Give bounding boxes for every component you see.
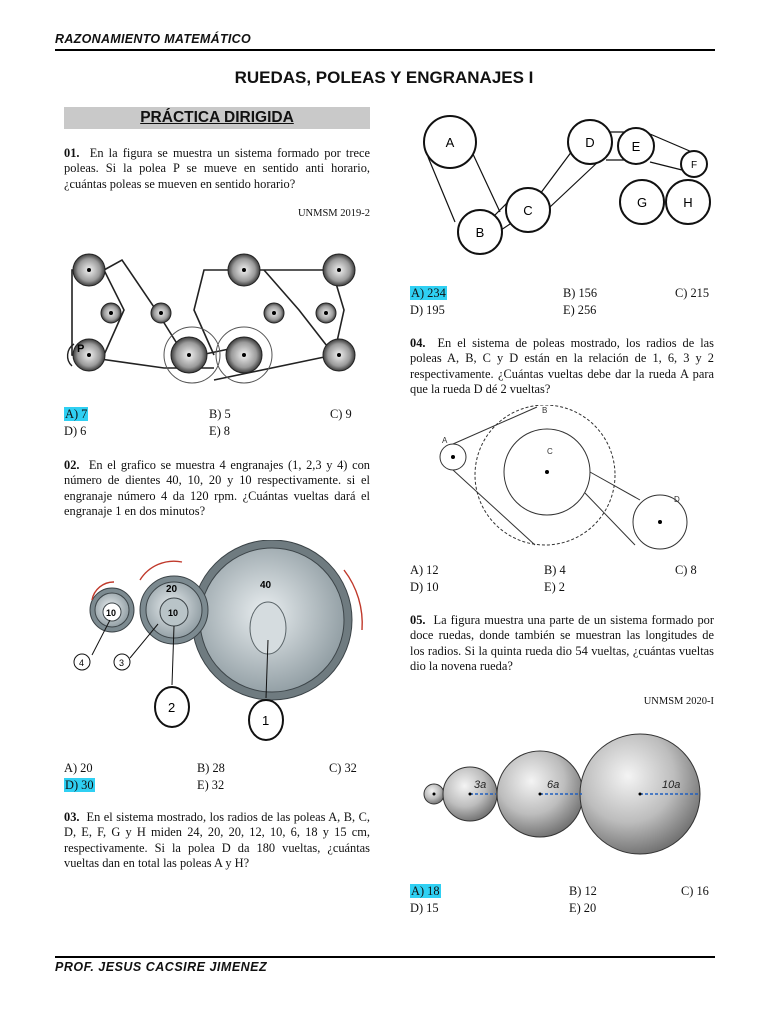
header-rule [55, 49, 715, 51]
option-b: B) 12 [569, 884, 597, 898]
radius-label-3a: 3a [474, 779, 487, 791]
pulley-label-b: B [475, 225, 485, 240]
question-source: UNMSM 2020-I [643, 696, 714, 707]
section-banner [64, 107, 370, 129]
callout-3: 3 [119, 658, 125, 668]
gear-label-20: 20 [166, 584, 178, 595]
option-d: D) 195 [410, 303, 445, 317]
option-c: C) 9 [330, 407, 352, 421]
question-number: 04. [410, 336, 426, 350]
option-e: E) 20 [569, 901, 597, 915]
question-04 [410, 336, 714, 397]
pulley-label-f: F [690, 160, 698, 171]
option-a: A) 12 [410, 563, 439, 577]
question-source: UNMSM 2019-2 [297, 208, 370, 219]
option-d: D) 10 [410, 580, 439, 594]
pulley-label-c: C [523, 203, 533, 218]
pulley-label-e: E [631, 139, 641, 154]
pulley-label-h: H [683, 195, 693, 210]
gear-label-10b: 10 [168, 608, 179, 618]
option-c: C) 32 [329, 761, 357, 775]
gear-label-10a: 10 [106, 608, 117, 618]
option-c: C) 8 [675, 563, 697, 577]
radius-label-10a: 10a [662, 779, 681, 791]
radius-label-6a: 6a [547, 779, 560, 791]
figure-gears-4 [62, 540, 372, 755]
pulley-label-a: A [445, 135, 455, 150]
question-text: En el sistema de poleas mostrado, los radios de las poleas A, B, C y D están en la relación de 1, 6, 3 y 2 respectivamente. ¿Cuántas vueltas debe dar la rueda A para que la rueda D dé 2 vueltas? [410, 336, 714, 396]
question-text: En el sistema mostrado, los radios de las poleas A, B, C, D, E, F, G y H miden 24, 20, 20, 12, 10, 6, 18 y 15 cm, respectivamente. Si la polea D da 180 vueltas, ¿cuántas vueltas dan en total las poleas A y H? [64, 810, 370, 870]
option-e: E) 8 [209, 424, 230, 438]
option-e: E) 2 [544, 580, 565, 594]
option-e: E) 32 [197, 778, 225, 792]
figure-pulleys-8 [410, 112, 720, 272]
option-a: A) 7 [65, 407, 88, 421]
pulley-label-g: G [636, 195, 648, 210]
question-03 [64, 810, 370, 871]
pulley-label-b: B [542, 406, 548, 415]
question-number: 03. [64, 810, 80, 824]
question-02 [64, 458, 370, 519]
figure-pulleys-13 [64, 240, 374, 400]
pulley-label-a: A [442, 436, 448, 445]
option-a: A) 234 [411, 286, 446, 300]
callout-2: 2 [168, 700, 176, 715]
option-b: B) 5 [209, 407, 231, 421]
option-b: B) 156 [563, 286, 598, 300]
pulley-label-d: D [674, 495, 680, 504]
option-b: B) 28 [197, 761, 225, 775]
page-title: RUEDAS, POLEAS Y ENGRANAJES I [234, 68, 534, 87]
pulley-label-d: D [585, 135, 595, 150]
question-01 [64, 146, 370, 192]
option-a: A) 18 [411, 884, 440, 898]
question-05 [410, 613, 714, 674]
option-d: D) 15 [410, 901, 439, 915]
question-text: En la figura se muestra un sistema formado por trece poleas. Si la polea P se mueve en sentido anti horario, ¿cuántas poleas se mueven en sentido horario? [64, 146, 370, 191]
gear-label-40: 40 [260, 580, 272, 591]
callout-4: 4 [79, 658, 85, 668]
pulley-label-c: C [547, 447, 553, 456]
pulley-label-p: P [77, 343, 85, 355]
option-d: D) 30 [65, 778, 94, 792]
option-c: C) 215 [675, 286, 710, 300]
question-number: 02. [64, 458, 80, 472]
header-subject: RAZONAMIENTO MATEMÁTICO [55, 32, 252, 46]
section-title: PRÁCTICA DIRIGIDA [140, 109, 294, 126]
question-number: 05. [410, 613, 426, 627]
option-e: E) 256 [563, 303, 597, 317]
question-number: 01. [64, 146, 80, 160]
figure-pulleys-4 [425, 405, 720, 550]
footer-author: PROF. JESUS CACSIRE JIMENEZ [55, 960, 268, 974]
footer-rule [55, 956, 715, 958]
figure-wheels-chain [420, 730, 715, 860]
callout-1: 1 [262, 713, 270, 728]
option-d: D) 6 [64, 424, 87, 438]
option-c: C) 16 [681, 884, 709, 898]
question-text: En el grafico se muestra 4 engranajes (1, 2,3 y 4) con número de dientes 40, 10, 20 y 10 respectivamente. si el engranaje número 4 da 120 rpm. ¿Cuántas vueltas dará el engranaje 1 en dos minutos? [64, 458, 370, 518]
option-a: A) 20 [64, 761, 93, 775]
question-text: La figura muestra una parte de un sistema formado por doce ruedas, donde también se muestran las longitudes de los radios. Si la quinta rueda dio 54 vueltas, ¿cuántas vueltas dio la novena rueda? [410, 613, 714, 673]
option-b: B) 4 [544, 563, 566, 577]
